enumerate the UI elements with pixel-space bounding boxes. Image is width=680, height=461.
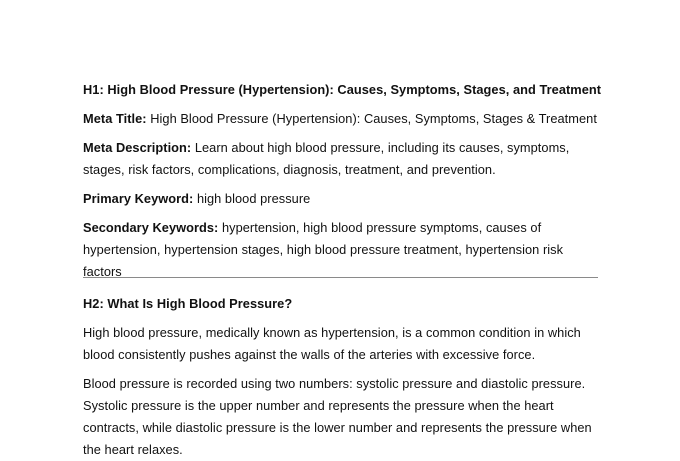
meta-title-value: High Blood Pressure (Hypertension): Causes, Symptoms, Stages & Treatment	[150, 111, 597, 126]
section-what-is-hbp	[83, 293, 603, 461]
secondary-keywords-value-2: hypertension, hypertension stages, high blood pressure treatment, hypertension risk factors	[83, 242, 564, 279]
paragraph-2-line-2: Systolic pressure is the upper number and represents the pressure when the heart	[83, 398, 554, 413]
secondary-keywords-value-1: hypertension, high blood pressure symptoms, causes of	[221, 220, 542, 235]
paragraph-2-line-1: Blood pressure is recorded using two numbers: systolic pressure and diastolic pressure.	[83, 376, 586, 391]
meta-description-value-2: stages, risk factors, complications, diagnosis, treatment, and prevention.	[83, 162, 496, 177]
primary-keyword-line	[83, 188, 603, 210]
horizontal-divider	[83, 277, 598, 278]
paragraph-1-line-2: blood consistently pushes against the walls of the arteries with excessive force.	[83, 347, 536, 362]
h1-heading: H1: High Blood Pressure (Hypertension): Causes, Symptoms, Stages, and Treatment	[83, 82, 602, 97]
secondary-keywords-line1	[83, 217, 603, 239]
meta-description-line1	[83, 137, 603, 159]
meta-title-line	[83, 108, 603, 130]
paragraph-2-line-4: the heart relaxes.	[83, 442, 183, 457]
paragraph-1-line-1: High blood pressure, medically known as hypertension, is a common condition in which	[83, 325, 581, 340]
secondary-keywords-label: Secondary Keywords:	[83, 220, 219, 235]
paragraph-1	[83, 322, 603, 366]
paragraph-2	[83, 373, 603, 461]
h2-heading: H2: What Is High Blood Pressure?	[83, 296, 293, 311]
paragraph-2-line-3: contracts, while diastolic pressure is the lower number and represents the pressure when	[83, 420, 592, 435]
meta-description-value-1: Learn about high blood pressure, including its causes, symptoms,	[194, 140, 570, 155]
secondary-keywords-block	[83, 217, 603, 283]
meta-description-label: Meta Description:	[83, 140, 192, 155]
meta-description-block	[83, 137, 603, 181]
seo-header-block	[83, 79, 603, 283]
primary-keyword-label: Primary Keyword:	[83, 191, 194, 206]
primary-keyword-value: high blood pressure	[196, 191, 311, 206]
meta-title-label: Meta Title:	[83, 111, 147, 126]
